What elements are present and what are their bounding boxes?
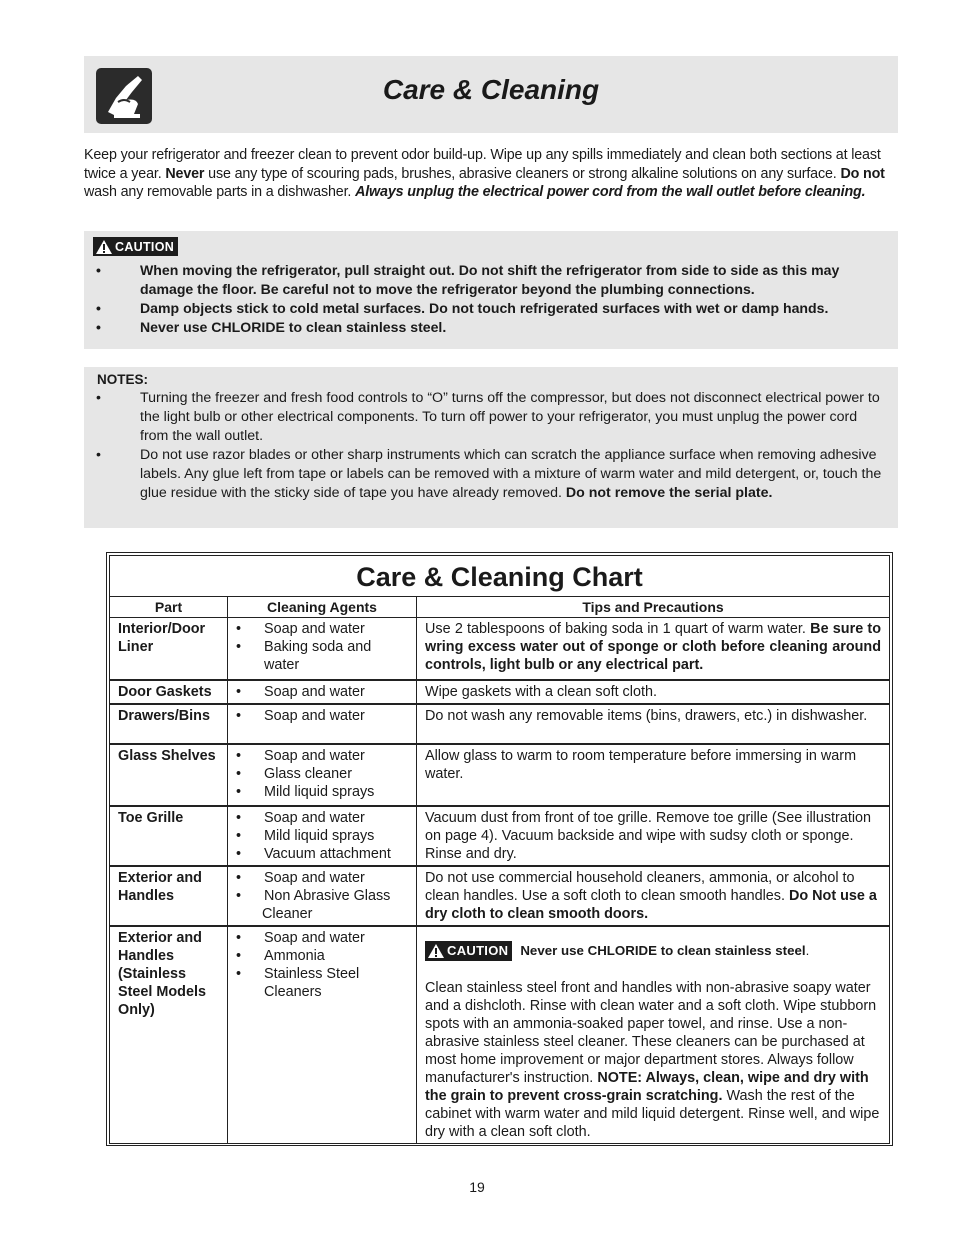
agent-item: • Mild liquid sprays xyxy=(236,783,375,800)
agent-item: • Glass cleaner xyxy=(236,765,352,782)
caution-badge: CAUTION xyxy=(425,941,512,961)
caution-item: • When moving the refrigerator, pull straight out. Do not shift the refrigerator from side to side as this may damage the floor. Be careful not to move the refrigerator beyond the plumbing connections. xyxy=(96,262,840,297)
agent-item: • Soap and water xyxy=(236,747,365,764)
note-item: • Turning the freezer and fresh food controls to “O” turns off the compressor, but does not disconnect electrical power to the light bulb or other electrical components. To turn off power to your refrigerator, you must unplug the power cord from the wall outlet. xyxy=(96,390,880,444)
part-cell: Toe Grille xyxy=(110,806,228,866)
agents-cell xyxy=(228,806,417,866)
tips-cell: Vacuum dust from front of toe grille. Remove toe grille (See illustration on page 4). Vacuum backside and wipe with sudsy cloth or sponge. Rinse and dry. xyxy=(417,806,890,866)
tips-cell: Do not use commercial household cleaners, ammonia, or alcohol to clean handles. Use a soft cloth to clean smooth handles. Do Not use a dry cloth to clean smooth doors. xyxy=(417,866,890,926)
part-cell: Exterior and Handles xyxy=(110,866,228,926)
agent-continuation: Cleaner xyxy=(262,905,313,922)
table-row xyxy=(110,744,890,806)
caution-label: CAUTION xyxy=(115,239,175,254)
tips-cell: CAUTION Never use CHLORIDE to clean stainless steel. Clean stainless steel front and handles with non-abrasive soapy water and a dishcloth. Rinse with clean water and a soft cloth. Wipe stubborn spots with an ammonia-soaked paper towel, and rinse. Use a non-abrasive stainless steel cleaner. These cleaners can be purchased at most home improvement or major department stores. Always follow manufacturer's instruction. NOTE: Always, clean, wipe and dry with the grain to prevent cross-grain scratching. Wash the rest of the cabinet with warm water and mild liquid detergent. Rinse well, and wipe dry with a clean soft cloth. xyxy=(417,926,890,1144)
tips-cell: Allow glass to warm to room temperature before immersing in warm water. xyxy=(417,744,890,806)
agent-item: • Ammonia xyxy=(236,947,325,964)
agent-item: • Soap and water xyxy=(236,707,365,724)
intro-paragraph xyxy=(84,146,899,202)
agent-item: • Soap and water xyxy=(236,929,365,946)
agents-cell xyxy=(228,704,417,744)
column-header-tips: Tips and Precautions xyxy=(417,597,890,618)
cleaning-chart xyxy=(106,552,893,1146)
tips-cell: Use 2 tablespoons of baking soda in 1 quart of warm water. Be sure to wring excess water out of sponge or cloth before cleaning around controls, light bulb or any electrical part. xyxy=(417,618,890,680)
part-cell: Exterior and Handles (Stainless Steel Models Only) xyxy=(110,926,228,1144)
agent-item: • Soap and water xyxy=(236,809,365,826)
intro-emphasis-never: Never xyxy=(165,165,205,182)
tips-cell: Do not wash any removable items (bins, drawers, etc.) in dishwasher. xyxy=(417,704,890,744)
caution-item: • Damp objects stick to cold metal surfaces. Do not touch refrigerated surfaces with wet or damp hands. xyxy=(96,299,829,316)
table-row xyxy=(110,680,890,704)
intro-text: wash any removable parts in a dishwasher. xyxy=(84,184,352,201)
table-row xyxy=(110,866,890,926)
agent-item: • Soap and water xyxy=(236,621,365,637)
column-header-agents: Cleaning Agents xyxy=(228,597,417,618)
table-row xyxy=(110,618,890,680)
part-cell: Glass Shelves xyxy=(110,744,228,806)
table-row xyxy=(110,926,890,1144)
agent-item: • Soap and water xyxy=(236,683,365,700)
stainless-caution: CAUTION Never use CHLORIDE to clean stainless steel. xyxy=(425,941,881,961)
caution-item: • Never use CHLORIDE to clean stainless steel. xyxy=(96,318,447,335)
intro-text: use any type of scouring pads, brushes, abrasive cleaners or strong alkaline solutions on any surface. xyxy=(208,165,837,182)
intro-emphasis-do-not: Do not xyxy=(840,165,885,182)
agents-cell xyxy=(228,618,417,680)
agent-item: • Baking soda and water xyxy=(236,639,372,673)
agent-item: • Mild liquid sprays xyxy=(236,827,375,844)
agents-cell xyxy=(228,926,417,1144)
agent-item: • Vacuum attachment xyxy=(236,845,391,862)
notes-label: NOTES: xyxy=(97,372,149,387)
part-cell: Drawers/Bins xyxy=(110,704,228,744)
cleaning-chart-table xyxy=(109,555,890,1144)
part-cell: Interior/Door Liner xyxy=(110,618,228,680)
notes-list xyxy=(84,389,898,502)
page-title: Care & Cleaning xyxy=(382,74,600,105)
tips-cell: Wipe gaskets with a clean soft cloth. xyxy=(417,680,890,704)
chart-title: Care & Cleaning Chart xyxy=(110,556,890,597)
agent-item: • Stainless Steel Cleaners xyxy=(236,965,360,1000)
page-header xyxy=(84,56,898,133)
agent-item: • Non Abrasive Glass xyxy=(236,887,391,904)
intro-text: Keep your refrigerator and freezer clean to prevent odor build-up. Wipe up any spills immediately and clean both sections at least twice a year. xyxy=(84,147,881,182)
agents-cell xyxy=(228,866,417,926)
column-header-part: Part xyxy=(110,597,228,618)
note-item: • Do not use razor blades or other sharp instruments which can scratch the appliance surface when removing adhesive labels. Any glue left from tape or labels can be removed with a mixture of warm water and mild detergent, or, touch the glue residue with the sticky side of tape you have already removed. Do not remove the serial plate. xyxy=(96,446,882,501)
caution-section xyxy=(84,231,898,349)
warning-icon xyxy=(428,944,444,958)
agent-item: • Soap and water xyxy=(236,869,365,886)
table-row xyxy=(110,806,890,866)
notes-section xyxy=(84,367,898,528)
agents-cell xyxy=(228,744,417,806)
caution-list xyxy=(84,261,898,337)
agents-cell xyxy=(228,680,417,704)
stainless-caution-text: Never use CHLORIDE to clean stainless steel xyxy=(520,942,806,958)
table-row xyxy=(110,704,890,744)
intro-unplug-warning: Always unplug the electrical power cord from the wall outlet before cleaning. xyxy=(355,184,866,201)
caution-badge xyxy=(93,237,178,256)
part-cell: Door Gaskets xyxy=(110,680,228,704)
page-number: 19 xyxy=(469,1179,485,1195)
warning-icon xyxy=(96,240,112,254)
